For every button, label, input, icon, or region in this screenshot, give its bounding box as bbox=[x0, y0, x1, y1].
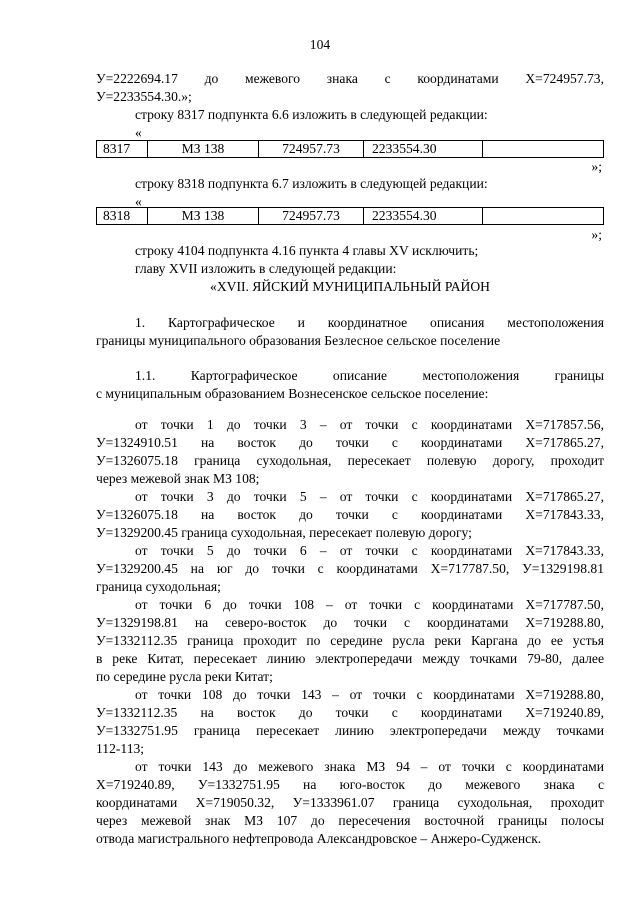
body-line: по середине русла реки Китат; bbox=[96, 669, 273, 684]
body-line: от точки 3 до точки 5 – от точки с координатами Х=717865.27, bbox=[135, 489, 604, 504]
table-cell: 8318 bbox=[97, 208, 148, 225]
body-line: через межевой знак МЗ 108; bbox=[96, 471, 260, 486]
body-line: от точки 1 до точки 3 – от точки с координатами Х=717857.56, bbox=[135, 417, 604, 432]
body-line: от точки 5 до точки 6 – от точки с координатами Х=717843.33, bbox=[135, 543, 604, 558]
body-line: У=1326075.18 граница суходольная, пересекает полевую дорогу, проходит bbox=[96, 453, 604, 468]
body-line: У=1329200.45 граница суходольная, пересекает полевую дорогу; bbox=[96, 525, 472, 540]
instruction-line: строку 4104 подпункта 4.16 пункта 4 главы XV исключить; bbox=[135, 243, 479, 258]
table-cell bbox=[483, 141, 604, 158]
table-cell bbox=[483, 208, 604, 225]
body-line: от точки 143 до межевого знака МЗ 94 – от точки с координатами bbox=[135, 759, 604, 774]
table-cell: 2233554.30 bbox=[364, 208, 483, 225]
subsection-heading-line: с муниципальным образованием Вознесенское сельское поселение: bbox=[96, 386, 489, 401]
table-cell: МЗ 138 bbox=[148, 141, 259, 158]
body-line: У=1332112.35 на восток до точки с координатами Х=719240.89, bbox=[96, 705, 604, 720]
open-quote: « bbox=[135, 194, 142, 209]
body-line: У=1332751.95 граница пересекает линию электропередачи между точками bbox=[96, 723, 604, 738]
table-cell: 724957.73 bbox=[259, 141, 364, 158]
body-line: У=1326075.18 на восток до точки с координатами Х=717843.33, bbox=[96, 507, 604, 522]
continuation-line: У=2233554.30.»; bbox=[96, 89, 192, 104]
body-line: в реке Китат, пересекает линию электропередачи между точками 79-80, далее bbox=[96, 651, 604, 666]
body-line: от точки 108 до точки 143 – от точки с координатами Х=719288.80, bbox=[135, 687, 604, 702]
body-line: граница суходольная; bbox=[96, 579, 221, 594]
body-line: отвода магистрального нефтепровода Александровское – Анжеро-Судженск. bbox=[96, 831, 542, 846]
close-quote: »; bbox=[591, 159, 602, 174]
page-number: 104 bbox=[309, 37, 331, 52]
row-table-8317 bbox=[96, 140, 604, 158]
instruction-line: главу XVII изложить в следующей редакции: bbox=[135, 261, 397, 276]
chapter-title: «XVII. ЯЙСКИЙ МУНИЦИПАЛЬНЫЙ РАЙОН bbox=[210, 279, 490, 294]
section-heading-line: 1. Картографическое и координатное описания местоположения bbox=[135, 315, 604, 330]
table-cell: 2233554.30 bbox=[364, 141, 483, 158]
section-heading-line: границы муниципального образования Безлесное сельское поселение bbox=[96, 333, 501, 348]
body-line: через межевой знак МЗ 107 до пересечения восточной границы полосы bbox=[96, 813, 604, 828]
table-row bbox=[97, 141, 604, 158]
body-line: координатами Х=719050.32, У=1333961.07 граница суходольная, проходит bbox=[96, 795, 604, 810]
edit-instruction: строку 8318 подпункта 6.7 изложить в следующей редакции: bbox=[135, 176, 488, 191]
table-cell: 724957.73 bbox=[259, 208, 364, 225]
body-line: Х=719240.89, У=1332751.95 на юго-восток до межевого знака с bbox=[96, 777, 604, 792]
open-quote: « bbox=[135, 125, 142, 140]
body-line: У=1332112.35 граница проходит по середине русла реки Каргана до ее устья bbox=[96, 633, 604, 648]
table-cell: 8317 bbox=[97, 141, 148, 158]
body-line: У=1324910.51 на восток до точки с координатами Х=717865.27, bbox=[96, 435, 604, 450]
continuation-line: У=2222694.17 до межевого знака с координатами Х=724957.73, bbox=[96, 71, 604, 86]
close-quote: »; bbox=[591, 227, 602, 242]
row-table-8318 bbox=[96, 207, 604, 225]
edit-instruction: строку 8317 подпункта 6.6 изложить в следующей редакции: bbox=[135, 107, 488, 122]
body-line: У=1329198.81 на северо-восток до точки с координатами Х=719288.80, bbox=[96, 615, 604, 630]
table-cell: МЗ 138 bbox=[148, 208, 259, 225]
body-line: 112-113; bbox=[96, 741, 145, 756]
body-line: У=1329200.45 на юг до точки с координатами Х=717787.50, У=1329198.81 bbox=[96, 561, 604, 576]
table-row bbox=[97, 208, 604, 225]
subsection-heading-line: 1.1. Картографическое описание местоположения границы bbox=[135, 368, 604, 383]
body-line: от точки 6 до точки 108 – от точки с координатами Х=717787.50, bbox=[135, 597, 604, 612]
